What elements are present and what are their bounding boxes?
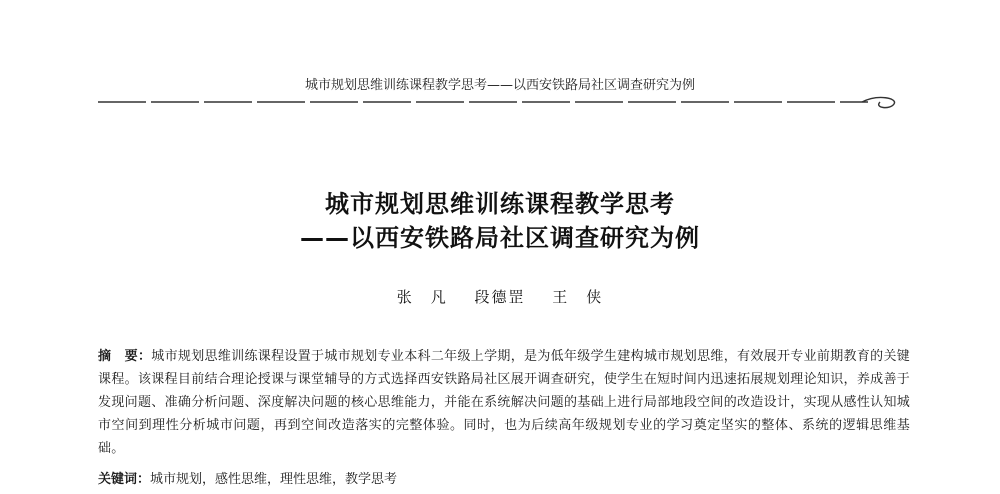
running-header: 城市规划思维训练课程教学思考——以西安铁路局社区调查研究为例: [304, 78, 695, 93]
page-title: [0, 187, 1000, 255]
author-name: 张 凡: [396, 288, 448, 306]
abstract-text: 城市规划思维训练课程设置于城市规划专业本科二年级上学期，是为低年级学生建构城市规划思维，有效展开专业前期教育的关键课程。该课程目前结合理论授课与课堂辅导的方式选择西安铁路局社区展开调查研究，使学生在短时间内迅速拓展规划理论知识，养成善于发现问题、准确分析问题、深度解决问题的核心思维能力，并能在系统解决问题的基础上进行局部地段空间的改造设计，实现从感性认知城市空间到理性分析城市问题，再到空间改造落实的完整体验。同时，也为后续高年级规划专业的学习奠定坚实的整体、系统的逻辑思维基础。: [98, 349, 910, 456]
title-line-subtitle: ——以西安铁路局社区调查研究为例: [300, 224, 700, 252]
keywords-text: 城市规划，感性思维，理性思维，教学思考: [150, 472, 398, 487]
title-line-main: 城市规划思维训练课程教学思考: [325, 190, 675, 218]
header-rule: [98, 96, 898, 112]
author-name: 王 侠: [552, 288, 604, 306]
author-list: [0, 286, 1000, 307]
author-name: 段德罡: [474, 288, 526, 306]
abstract-label: 摘 要：: [98, 349, 152, 364]
keywords-label: 关键词：: [98, 472, 151, 487]
keywords-line: [98, 470, 910, 490]
abstract-paragraph: [98, 345, 910, 460]
